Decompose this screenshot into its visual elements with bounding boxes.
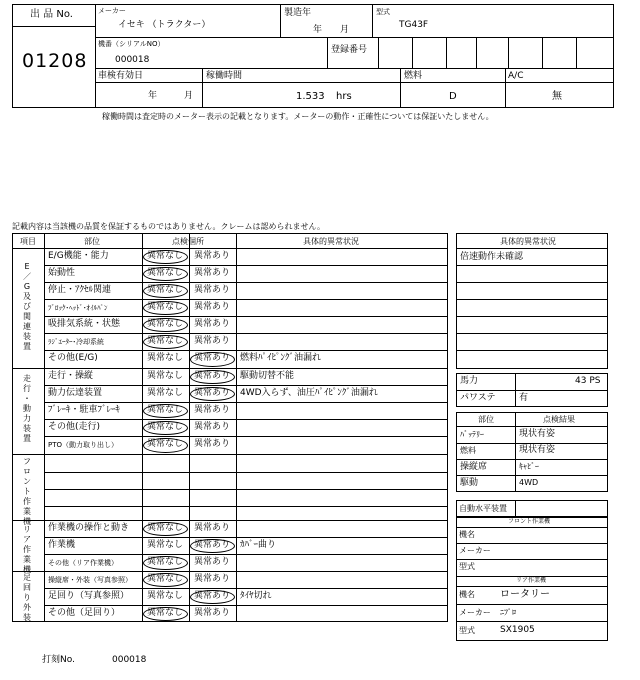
row-part: 作業機の操作と動き bbox=[48, 523, 130, 533]
hours-note: 稼働時間は査定時のメーター表示の記載となります。メーターの動作・正確性については保証いたしません。 bbox=[102, 112, 494, 121]
row-detail: 駆動切替不能 bbox=[240, 371, 295, 381]
col-detail-header: 具体的異常状況 bbox=[303, 237, 359, 246]
normal-option: 異常なし bbox=[147, 353, 184, 363]
abnormal-option: 異常あり bbox=[194, 557, 231, 567]
abnormal-option: 異常あり bbox=[194, 268, 231, 278]
abnormal-option: 異常あり bbox=[194, 405, 231, 415]
normal-option: 異常なし bbox=[147, 439, 184, 449]
normal-circle bbox=[143, 284, 188, 298]
col-check-header: 点検個所 bbox=[172, 237, 204, 246]
abnormal-option: 異常あり bbox=[194, 353, 231, 363]
ps-label: パワステ bbox=[460, 393, 496, 403]
row-part: 作業機 bbox=[48, 540, 76, 550]
serial-label: 機番（シリアルNO） bbox=[98, 40, 165, 48]
section-front: フ ロ ン ト 作 業 機 bbox=[23, 457, 31, 526]
fuel-label: 燃料 bbox=[404, 71, 423, 81]
insp-result: 現状有姿 bbox=[519, 445, 556, 455]
hours-unit: hrs bbox=[336, 91, 352, 102]
auto-level-label: 自動水平装置 bbox=[459, 504, 507, 513]
rear-maker: ﾆﾌﾟﾛ bbox=[500, 608, 516, 617]
abnormal-circle bbox=[190, 590, 235, 604]
abnormal-option: 異常あり bbox=[194, 319, 231, 329]
abnormal-option: 異常あり bbox=[194, 285, 231, 295]
normal-option: 異常なし bbox=[147, 523, 184, 533]
normal-option: 異常なし bbox=[147, 557, 184, 567]
abnormal-circle bbox=[190, 539, 235, 553]
abnormal-option: 異常あり bbox=[194, 439, 231, 449]
row-part: 操縦席・外装（写真参照） bbox=[48, 576, 132, 584]
insp-part: 燃料 bbox=[460, 446, 476, 455]
rear-title: リア作業機 bbox=[516, 577, 547, 584]
normal-option: 異常なし bbox=[147, 302, 184, 312]
abnormal-option: 異常あり bbox=[194, 302, 231, 312]
rear-maker-label: メーカー bbox=[459, 608, 491, 617]
row-detail: ｶﾊﾞｰ曲り bbox=[240, 540, 277, 550]
row-part: 走行・操縦 bbox=[48, 371, 94, 381]
normal-option: 異常なし bbox=[147, 371, 184, 381]
front-title: フロント作業機 bbox=[508, 518, 551, 525]
hours-label: 稼働時間 bbox=[206, 71, 243, 81]
lot-no: 01208 bbox=[22, 50, 88, 72]
row-part: 始動性 bbox=[48, 268, 76, 278]
normal-circle bbox=[143, 267, 188, 281]
abnormal-option: 異常あり bbox=[194, 540, 231, 550]
normal-option: 異常なし bbox=[147, 540, 184, 550]
normal-circle bbox=[143, 318, 188, 332]
reg-label: 登録番号 bbox=[331, 45, 368, 55]
year-unit: 年 月 bbox=[313, 25, 350, 35]
right-detail-text: 倍速動作未確認 bbox=[460, 252, 524, 262]
section-rear: リ ア 作 業 機 bbox=[23, 525, 31, 574]
row-part: その他(E/G) bbox=[48, 353, 98, 363]
inspection-label: 車検有効日 bbox=[98, 71, 144, 81]
row-part: その他（足回り） bbox=[48, 608, 121, 618]
abnormal-circle bbox=[190, 352, 235, 367]
serial-value: 000018 bbox=[115, 55, 150, 65]
normal-option: 異常なし bbox=[147, 251, 184, 261]
row-part: E/G機能・能力 bbox=[48, 251, 109, 261]
section-eg: E ／ G 及 び 関 連 装 置 bbox=[23, 262, 31, 351]
model-value: TG43F bbox=[399, 20, 429, 30]
row-part: 停止・ｱｸｾﾙ関連 bbox=[48, 285, 112, 295]
stamp-no: 000018 bbox=[112, 655, 147, 665]
row-detail: ﾀｲﾔ切れ bbox=[240, 591, 272, 601]
hours-value: 1.533 bbox=[296, 91, 325, 102]
row-part: 動力伝達装置 bbox=[48, 388, 103, 398]
normal-circle bbox=[143, 404, 188, 418]
normal-option: 異常なし bbox=[147, 574, 184, 584]
abnormal-option: 異常あり bbox=[194, 591, 231, 601]
front-name-label: 機名 bbox=[459, 530, 475, 539]
abnormal-option: 異常あり bbox=[194, 336, 231, 346]
col-item-header: 項目 bbox=[20, 237, 36, 246]
hp-value: 43 PS bbox=[575, 376, 601, 386]
front-maker-label: メーカー bbox=[459, 546, 491, 555]
abnormal-option: 異常あり bbox=[194, 422, 231, 432]
right-detail-header: 具体的異常状況 bbox=[500, 237, 556, 246]
stamp-label: 打刻No. bbox=[42, 655, 75, 665]
abnormal-circle bbox=[190, 387, 235, 401]
abnormal-option: 異常あり bbox=[194, 574, 231, 584]
normal-option: 異常なし bbox=[147, 591, 184, 601]
normal-circle bbox=[143, 421, 188, 435]
row-part: ﾌﾞﾛｯｸ･ﾍｯﾄﾞ･ｵｲﾙﾊﾟﾝ bbox=[48, 304, 108, 312]
rear-model-label: 型式 bbox=[459, 626, 475, 635]
normal-circle bbox=[143, 335, 188, 349]
row-part: その他(走行) bbox=[48, 422, 101, 432]
maker-label: メーカー bbox=[98, 7, 126, 15]
normal-circle bbox=[143, 573, 188, 587]
normal-circle bbox=[143, 438, 188, 453]
col-part-header: 部位 bbox=[84, 237, 100, 246]
insp-part-header: 部位 bbox=[478, 415, 494, 424]
row-part: ﾗｼﾞｴｰﾀｰ･冷却系統 bbox=[48, 338, 104, 346]
normal-option: 異常なし bbox=[147, 268, 184, 278]
row-part: 足回り（写真参照） bbox=[48, 591, 130, 601]
row-part: その他（リア作業機） bbox=[48, 559, 118, 567]
maker-value: イセキ （トラクター） bbox=[118, 20, 211, 30]
fuel-value: D bbox=[449, 91, 457, 102]
abnormal-circle bbox=[190, 370, 235, 384]
insp-result: ｷｬﾋﾞｰ bbox=[519, 462, 539, 471]
insp-part: ﾊﾞｯﾃﾘｰ bbox=[460, 430, 484, 439]
normal-circle bbox=[143, 607, 188, 621]
hp-label: 馬力 bbox=[460, 376, 479, 386]
abnormal-option: 異常あり bbox=[194, 371, 231, 381]
normal-circle bbox=[143, 556, 188, 570]
row-detail: 4WD入らず、油圧ﾊﾟｲﾋﾟﾝｸﾞ油漏れ bbox=[240, 388, 378, 398]
normal-option: 異常なし bbox=[147, 608, 184, 618]
section-drive: 走 行 ・ 動 力 装 置 bbox=[23, 374, 31, 443]
abnormal-option: 異常あり bbox=[194, 608, 231, 618]
insp-result: 現状有姿 bbox=[519, 429, 556, 439]
model-label: 型式 bbox=[376, 8, 390, 16]
section-undercarriage: 足 回 り 外 装 bbox=[23, 573, 31, 622]
row-part: PTO（動力取り出し） bbox=[48, 441, 119, 449]
abnormal-option: 異常あり bbox=[194, 251, 231, 261]
normal-option: 異常なし bbox=[147, 388, 184, 398]
normal-circle bbox=[143, 522, 188, 536]
insp-part: 駆動 bbox=[460, 478, 479, 488]
abnormal-option: 異常あり bbox=[194, 388, 231, 398]
ac-value: 無 bbox=[552, 91, 562, 102]
ps-value: 有 bbox=[519, 393, 529, 403]
front-model-label: 型式 bbox=[459, 562, 475, 571]
normal-option: 異常なし bbox=[147, 422, 184, 432]
row-part: ﾌﾞﾚｰｷ・駐車ﾌﾞﾚｰｷ bbox=[48, 405, 121, 415]
row-part: 吸排気系統・状態 bbox=[48, 319, 121, 329]
ac-label: A/C bbox=[508, 71, 524, 81]
normal-option: 異常なし bbox=[147, 285, 184, 295]
year-label: 製造年 bbox=[284, 8, 312, 18]
insp-result: 4WD bbox=[519, 478, 539, 487]
disclaimer: 記載内容は当該機の品質を保証するものではありません。クレームは認められません。 bbox=[12, 222, 325, 231]
rear-name-label: 機名 bbox=[459, 590, 475, 599]
inspection-unit: 年 月 bbox=[148, 91, 194, 101]
insp-result-header: 点検結果 bbox=[543, 415, 575, 424]
rear-name: ロータリー bbox=[500, 589, 550, 600]
abnormal-option: 異常あり bbox=[194, 523, 231, 533]
normal-option: 異常なし bbox=[147, 405, 184, 415]
normal-option: 異常なし bbox=[147, 319, 184, 329]
insp-part: 操縦席 bbox=[460, 462, 488, 472]
normal-circle bbox=[143, 301, 188, 315]
rear-model: SX1905 bbox=[500, 625, 535, 635]
row-detail: 燃料ﾊﾟｲﾋﾟﾝｸﾞ油漏れ bbox=[240, 353, 322, 363]
normal-option: 異常なし bbox=[147, 336, 184, 346]
lot-no-label: 出 品 No. bbox=[30, 9, 73, 20]
normal-circle bbox=[143, 250, 188, 264]
